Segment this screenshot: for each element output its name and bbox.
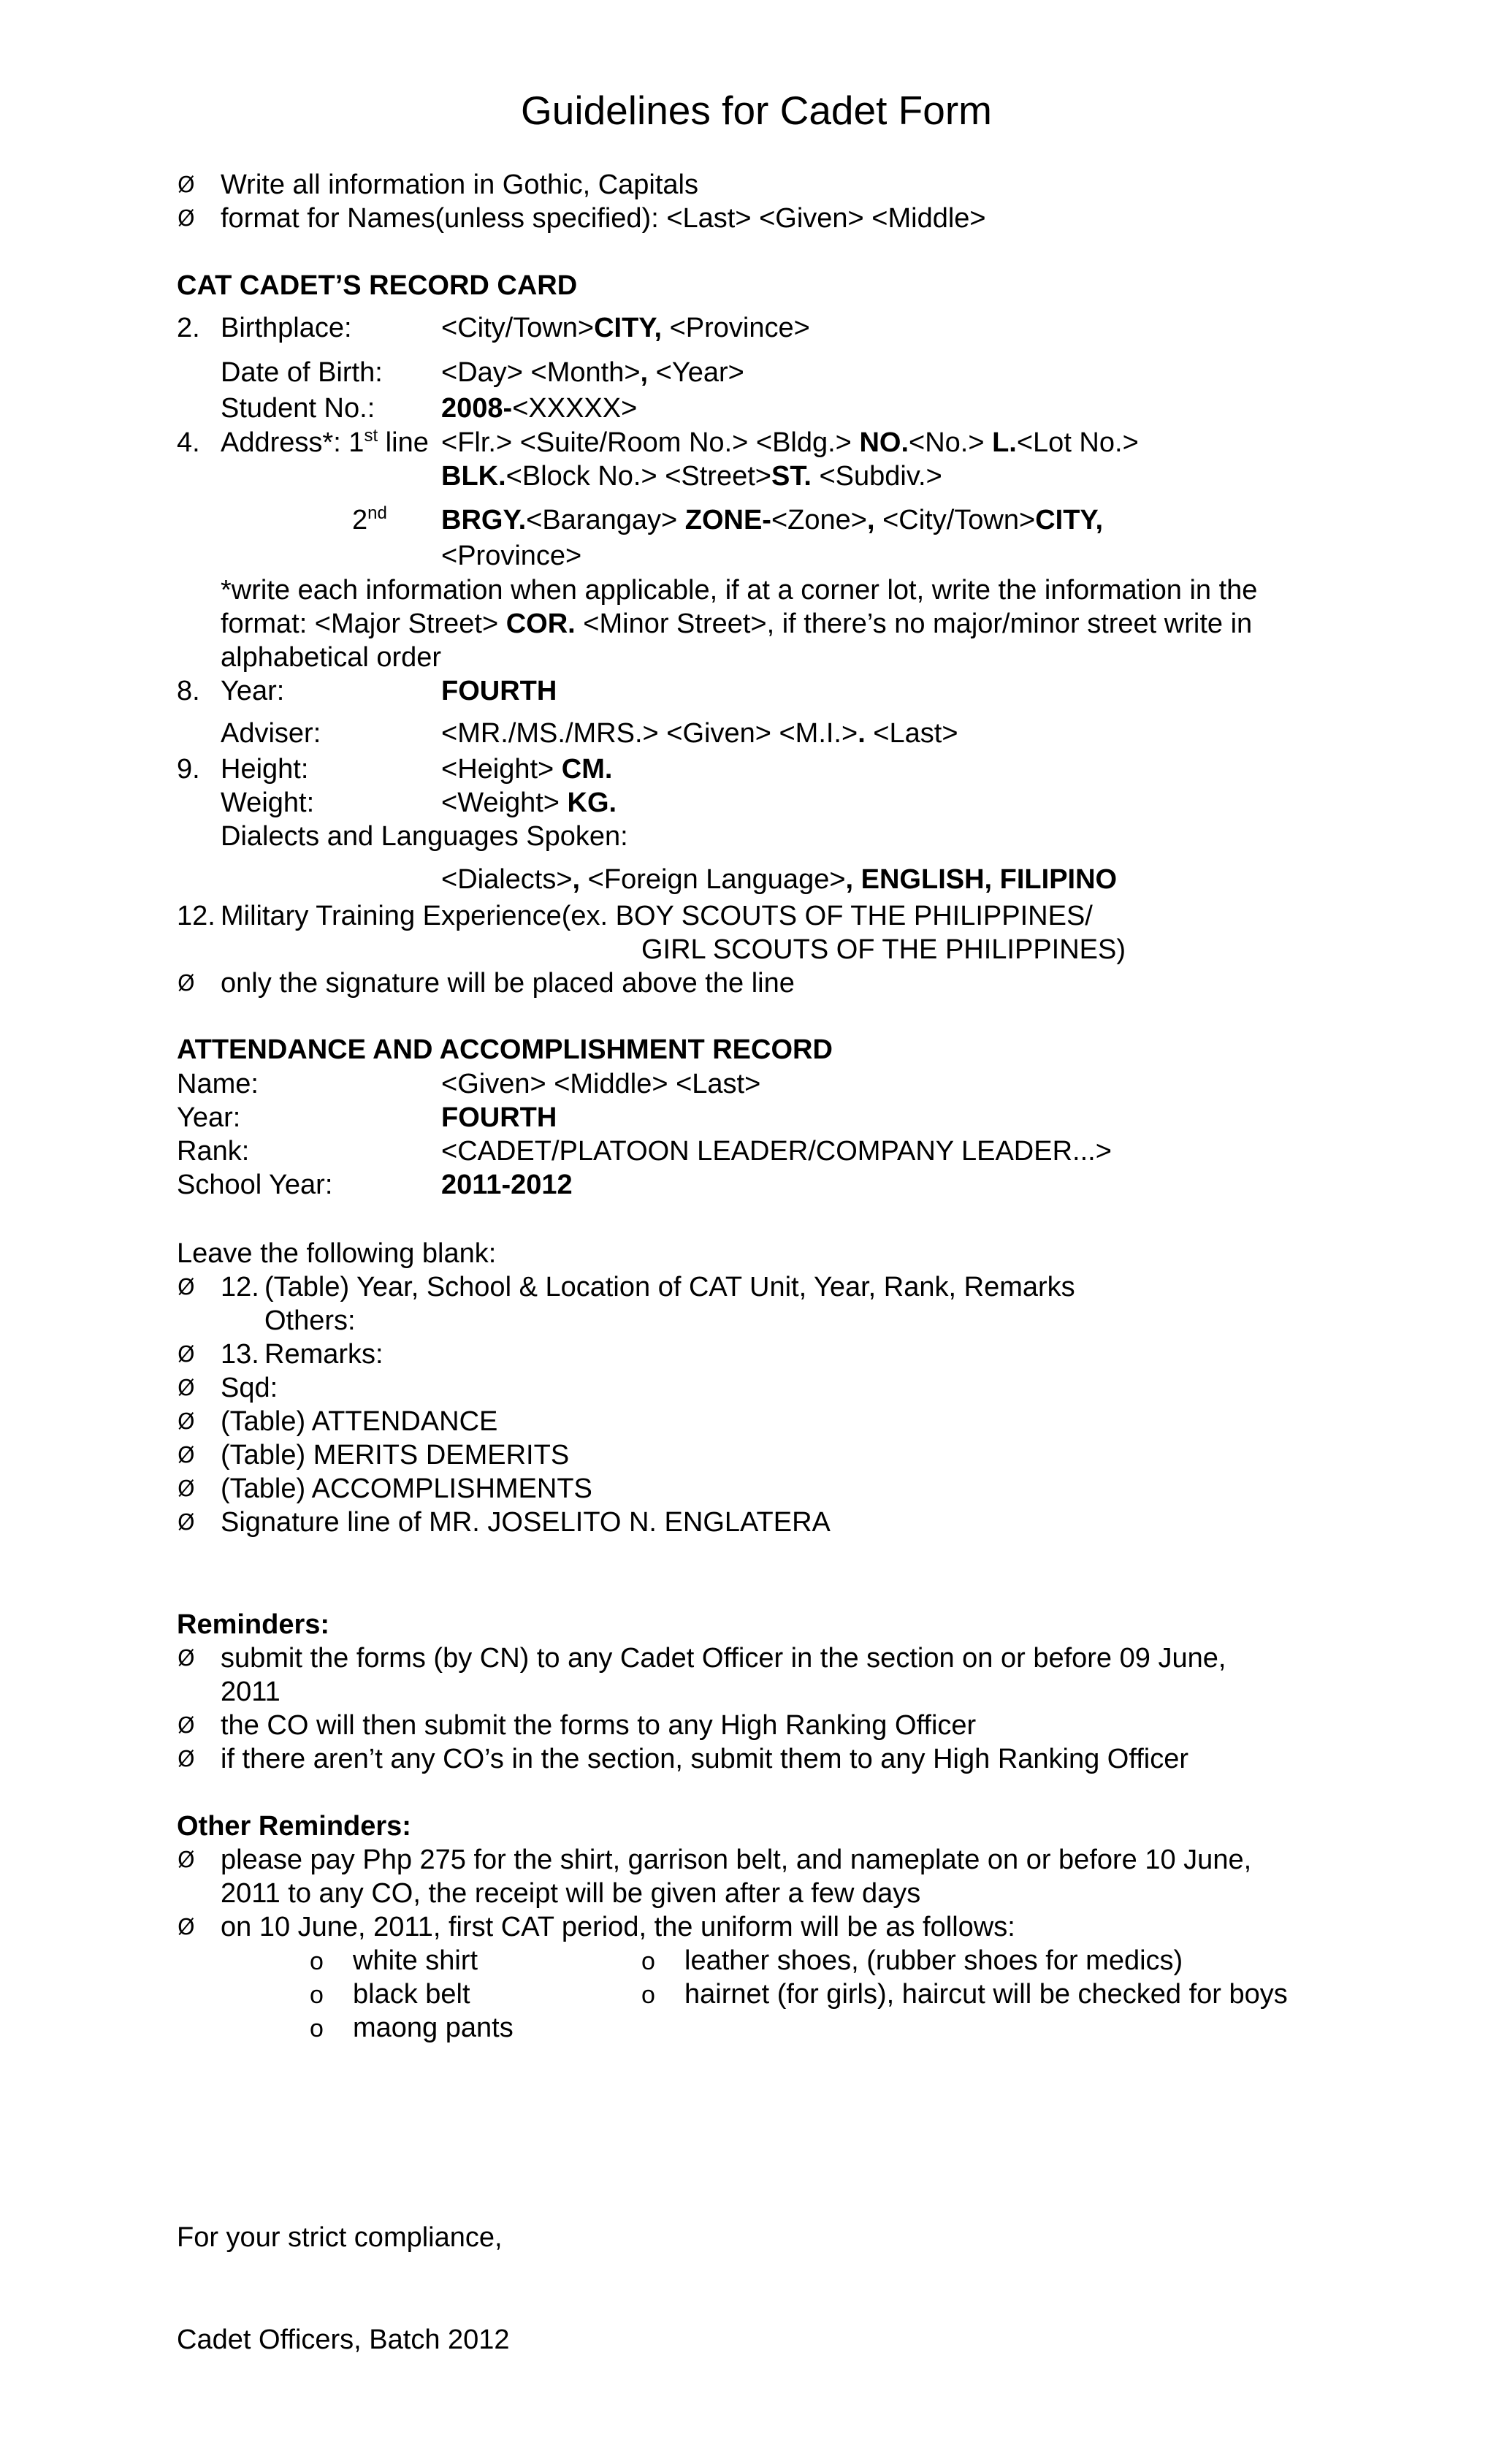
address-line-1-cont: BLK.<Block No.> <Street>ST. <Subdiv.> [441, 461, 942, 492]
reminder-item: 2011 to any CO, the receipt will be given after a few days [221, 1878, 921, 1909]
reminders-heading: Reminders: [177, 1609, 330, 1640]
field-label: Weight: [221, 787, 315, 818]
circle-bullet-icon: o [641, 1948, 655, 1975]
field-value: 2008-<XXXXX> [441, 393, 638, 424]
item-number: 9. [177, 754, 200, 785]
field-value: 2011-2012 [441, 1170, 573, 1200]
signature-note: only the signature will be placed above the line [221, 968, 795, 999]
blank-item: Remarks: [264, 1339, 383, 1370]
reminder-item: on 10 June, 2011, first CAT period, the uniform will be as follows: [221, 1912, 1015, 1942]
bullet-icon: Ø [178, 1747, 195, 1772]
item-number: 4. [177, 427, 200, 458]
blank-item: Sqd: [221, 1373, 278, 1403]
uniform-item: leather shoes, (rubber shoes for medics) [684, 1945, 1183, 1976]
field-label: Adviser: [221, 718, 321, 749]
blank-item: Others: [264, 1305, 356, 1336]
bullet-icon: Ø [178, 1915, 195, 1940]
item-number: 13. [221, 1339, 259, 1370]
field-value: <City/Town>CITY, <Province> [441, 313, 810, 343]
general-item: Write all information in Gothic, Capitals [221, 169, 698, 200]
reminder-item: submit the forms (by CN) to any Cadet Officer in the section on or before 09 June, [221, 1643, 1226, 1674]
blank-item: (Table) ATTENDANCE [221, 1406, 498, 1437]
bullet-icon: Ø [178, 1275, 195, 1300]
uniform-item: maong pants [353, 2013, 514, 2043]
blank-item: (Table) Year, School & Location of CAT Unit, Year, Rank, Remarks [264, 1272, 1075, 1302]
field-label: Birthplace: [221, 313, 352, 343]
bullet-icon: Ø [178, 1476, 195, 1502]
field-label: Student No.: [221, 393, 375, 424]
field-value: <Weight> KG. [441, 787, 617, 818]
uniform-item: white shirt [353, 1945, 478, 1976]
field-label: 2nd [352, 503, 387, 535]
field-value: <Height> CM. [441, 754, 613, 785]
blank-item: (Table) MERITS DEMERITS [221, 1440, 570, 1471]
other-reminders-heading: Other Reminders: [177, 1811, 411, 1842]
field-label: School Year: [177, 1170, 333, 1200]
field-label: Dialects and Languages Spoken: [221, 821, 628, 852]
record-card-heading: CAT CADET’S RECORD CARD [177, 270, 578, 301]
item-number: 12. [177, 901, 215, 931]
bullet-icon: Ø [178, 206, 195, 232]
field-label: Date of Birth: [221, 357, 383, 388]
bullet-icon: Ø [178, 1409, 195, 1435]
circle-bullet-icon: o [310, 2015, 324, 2042]
field-value: <Day> <Month>, <Year> [441, 357, 744, 388]
address-line-1: <Flr.> <Suite/Room No.> <Bldg.> NO.<No.> L.<Lot No.> [441, 427, 1139, 458]
bullet-icon: Ø [178, 1713, 195, 1739]
reminder-item: if there aren’t any CO’s in the section, submit them to any High Ranking Officer [221, 1744, 1189, 1774]
field-label: Military Training Experience(ex. BOY SCOUTS OF THE PHILIPPINES/ [221, 901, 1093, 931]
attendance-heading: ATTENDANCE AND ACCOMPLISHMENT RECORD [177, 1034, 833, 1065]
bullet-icon: Ø [178, 172, 195, 198]
reminder-item: 2011 [221, 1677, 280, 1707]
field-label: GIRL SCOUTS OF THE PHILIPPINES) [641, 934, 1126, 965]
page-title: Guidelines for Cadet Form [521, 88, 992, 133]
field-value: <CADET/PLATOON LEADER/COMPANY LEADER...> [441, 1136, 1112, 1167]
general-item: format for Names(unless specified): <Last> <Given> <Middle> [221, 203, 986, 234]
reminder-item: the CO will then submit the forms to any High Ranking Officer [221, 1710, 977, 1741]
address-note: format: <Major Street> COR. <Minor Street>, if there’s no major/minor street write in [221, 609, 1253, 639]
blank-item: (Table) ACCOMPLISHMENTS [221, 1473, 592, 1504]
circle-bullet-icon: o [310, 1981, 324, 2009]
field-label: Height: [221, 754, 309, 785]
field-label: Address*: 1st line [221, 426, 429, 458]
uniform-item: black belt [353, 1979, 470, 2010]
bullet-icon: Ø [178, 1646, 195, 1671]
uniform-item: hairnet (for girls), haircut will be checked for boys [684, 1979, 1288, 2010]
field-value: <Dialects>, <Foreign Language>, ENGLISH, FILIPINO [441, 864, 1118, 895]
address-line-2-cont: <Province> [441, 541, 582, 571]
bullet-icon: Ø [178, 971, 195, 996]
field-label: Year: [177, 1102, 241, 1133]
field-label: Name: [177, 1069, 259, 1099]
bullet-icon: Ø [178, 1510, 195, 1536]
address-line-2: BRGY.<Barangay> ZONE-<Zone>, <City/Town>CITY, [441, 505, 1104, 535]
field-value: <MR./MS./MRS.> <Given> <M.I.>. <Last> [441, 718, 958, 749]
blank-intro: Leave the following blank: [177, 1238, 497, 1269]
field-label: Rank: [177, 1136, 250, 1167]
bullet-icon: Ø [178, 1443, 195, 1468]
item-number: 8. [177, 676, 200, 706]
field-value: FOURTH [441, 676, 557, 706]
address-note: alphabetical order [221, 642, 442, 673]
circle-bullet-icon: o [310, 1948, 324, 1975]
closing-text: For your strict compliance, [177, 2222, 503, 2253]
bullet-icon: Ø [178, 1342, 195, 1368]
signoff-text: Cadet Officers, Batch 2012 [177, 2324, 510, 2355]
field-label: Year: [221, 676, 285, 706]
field-value: FOURTH [441, 1102, 557, 1133]
bullet-icon: Ø [178, 1847, 195, 1873]
blank-item: Signature line of MR. JOSELITO N. ENGLATERA [221, 1507, 831, 1538]
field-value: <Given> <Middle> <Last> [441, 1069, 761, 1099]
bullet-icon: Ø [178, 1376, 195, 1401]
item-number: 2. [177, 313, 200, 343]
item-number: 12. [221, 1272, 259, 1302]
address-note: *write each information when applicable, if at a corner lot, write the information in the [221, 575, 1258, 606]
reminder-item: please pay Php 275 for the shirt, garrison belt, and nameplate on or before 10 June, [221, 1845, 1252, 1875]
circle-bullet-icon: o [641, 1981, 655, 2009]
